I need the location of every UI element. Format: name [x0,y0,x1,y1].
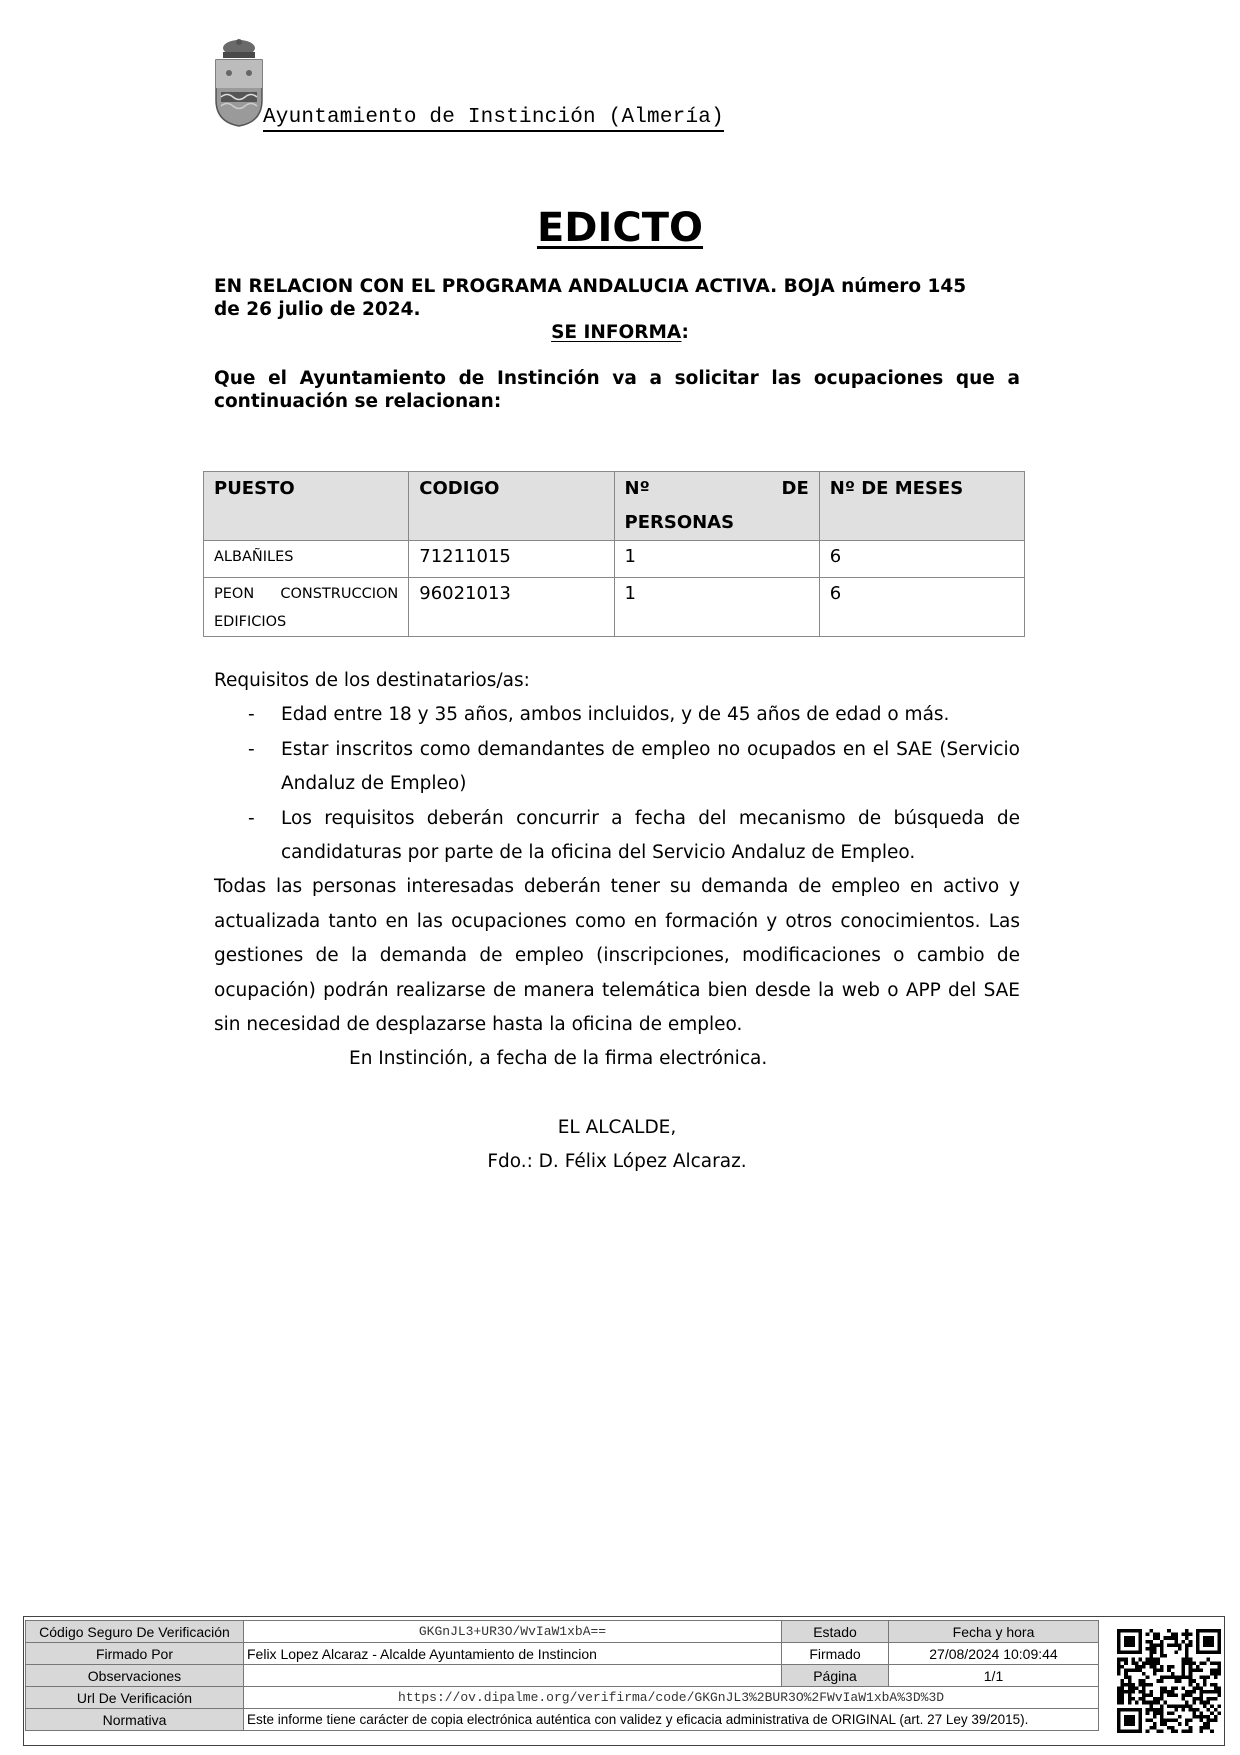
cell-codigo: 96021013 [409,578,614,637]
col-codigo-header: CODIGO [409,472,614,541]
cell-codigo: 71211015 [409,541,614,578]
list-item: - Los requisitos deberán concurrir a fecha del mecanismo de búsqueda de candidaturas por parte de la oficina del Servicio Andaluz de Empleo. [214,802,1020,871]
cell-puesto: PEON CONSTRUCCION EDIFICIOS [204,578,409,637]
url-label: Url De Verificación [26,1687,244,1709]
table-row [204,578,1025,637]
intro-line-2: de 26 julio de 2024. [214,299,421,320]
url-value[interactable]: https://ov.dipalme.org/verifirma/code/GKGnJL3%2BUR3O%2FWvIaW1xbA%3D%3D [244,1687,1099,1709]
signer-role: EL ALCALDE, [557,1116,677,1138]
municipality-header: Ayuntamiento de Instinción (Almería) [263,106,724,132]
fecha-value: 27/08/2024 10:09:44 [889,1643,1099,1665]
pagina-label: Página [782,1665,889,1687]
estado-value: Firmado [782,1643,889,1665]
document-title: EDICTO [536,205,704,251]
verification-box [23,1616,1225,1746]
pagina-value: 1/1 [889,1665,1099,1687]
list-item: - Estar inscritos como demandantes de empleo no ocupados en el SAE (Servicio Andaluz de Empleo) [214,733,1020,802]
firmado-value: Felix Lopez Alcaraz - Alcalde Ayuntamiento de Instincion [244,1643,782,1665]
list-item: - Edad entre 18 y 35 años, ambos incluidos, y de 45 años de edad o más. [214,698,1020,732]
intro-line-1: EN RELACION CON EL PROGRAMA ANDALUCIA ACTIVA. BOJA número 145 [214,276,967,297]
requirements-heading: Requisitos de los destinatarios/as: [214,670,530,691]
closing-paragraph: Todas las personas interesadas deberán tener su demanda de empleo en activo y actualizada tanto en las ocupaciones como en formación y otros conocimientos. Las gestiones de la demanda de empleo (inscripciones, modificaciones o cambio de ocupación) podrán realizarse de manera telemática bien desde la web o APP del SAE sin necesidad de desplazarse hasta la oficina de empleo. [214,876,1020,1036]
body-text [214,664,1020,1180]
col-personas-header: Nº DE PERSONAS [614,472,819,541]
col-puesto-header: PUESTO [204,472,409,541]
fecha-label: Fecha y hora [889,1621,1099,1643]
cell-meses: 6 [819,541,1024,578]
normativa-value: Este informe tiene carácter de copia electrónica auténtica con validez y eficacia administrativa de ORIGINAL (art. 27 Ley 39/2015). [244,1709,1099,1731]
cell-personas: 1 [614,541,819,578]
verification-table [25,1620,1099,1731]
que-paragraph: Que el Ayuntamiento de Instinción va a solicitar las ocupaciones que a continuación se relacionan: [214,368,1020,412]
intro-paragraph [214,275,1020,321]
observaciones-label: Observaciones [26,1665,244,1687]
cell-meses: 6 [819,578,1024,637]
requirements-list [214,698,1020,870]
positions-table [203,471,1025,637]
table-row [204,541,1025,578]
normativa-label: Normativa [26,1709,244,1731]
municipal-crest-logo [213,38,265,128]
cell-personas: 1 [614,578,819,637]
signer-name: Fdo.: D. Félix López Alcaraz. [487,1151,747,1173]
place-date: En Instinción, a fecha de la firma electrónica. [349,1048,768,1070]
csv-label: Código Seguro De Verificación [26,1621,244,1643]
col-meses-header: Nº DE MESES [819,472,1024,541]
table-header-row [204,472,1025,541]
firmado-label: Firmado Por [26,1643,244,1665]
estado-label: Estado [782,1621,889,1643]
observaciones-value [244,1665,782,1687]
se-informa-heading: SE INFORMA: [551,322,689,343]
qr-code-icon [1117,1625,1221,1737]
cell-puesto: ALBAÑILES [204,541,409,578]
csv-value: GKGnJL3+UR3O/WvIaW1xbA== [244,1621,782,1643]
